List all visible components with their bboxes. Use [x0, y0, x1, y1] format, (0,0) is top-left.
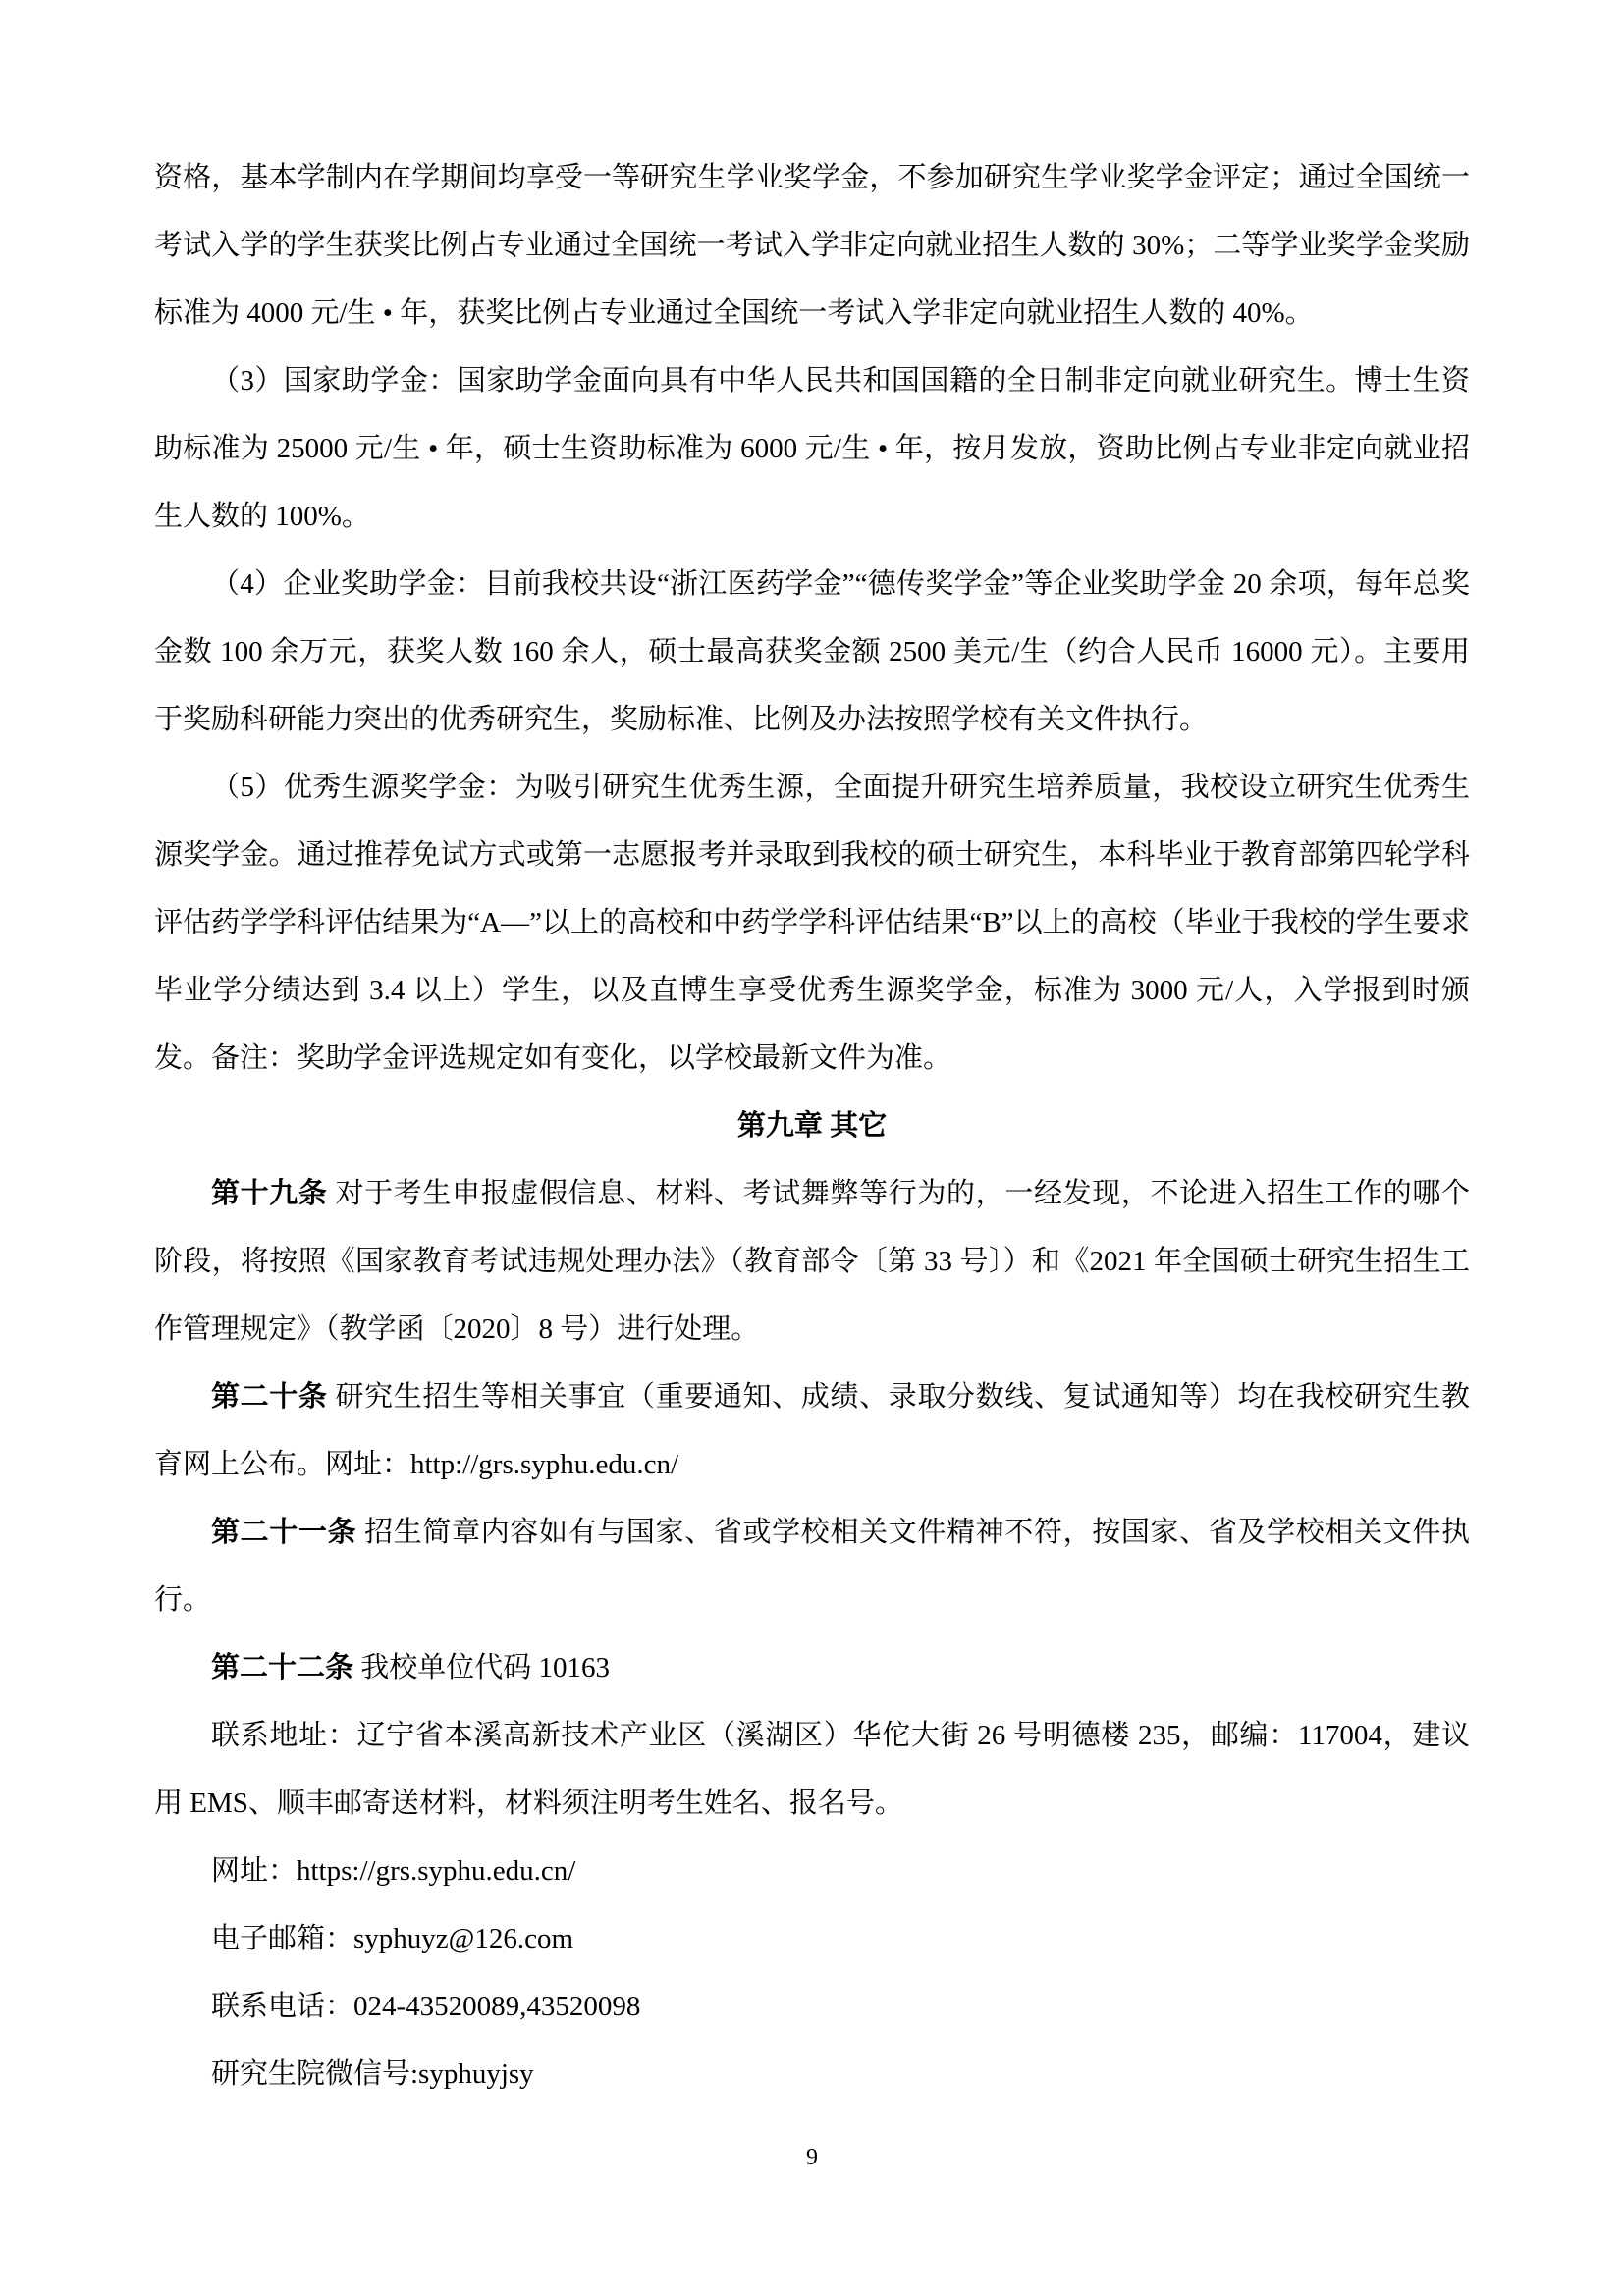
article-20-number: 第二十条	[211, 1381, 328, 1413]
article-22-paragraph	[154, 1634, 1470, 1702]
article-21-number: 第二十一条	[211, 1517, 357, 1548]
wechat-line: 研究生院微信号:syphuyjsy	[211, 2058, 534, 2090]
website-line: 网址：https://grs.syphu.edu.cn/	[211, 1855, 576, 1887]
chapter-heading: 第九章 其它	[736, 1110, 888, 1142]
document-body	[154, 144, 1470, 2109]
article-21-paragraph	[154, 1499, 1470, 1634]
paragraph-excellent-source-scholarship: （5）优秀生源奖学金：为吸引研究生优秀生源，全面提升研究生培养质量，我校设立研究生优秀生源奖学金。通过推荐免试方式或第一志愿报考并录取到我校的硕士研究生，本科毕业于教育部第四轮学科评估药学学科评估结果为“A—”以上的高校和中药学学科评估结果“B”以上的高校（毕业于我校的学生要求毕业学分绩达到 3.4 以上）学生，以及直博生享受优秀生源奖学金，标准为 3000 元/人，入学报到时颁发。备注：奖助学金评选规定如有变化，以学校最新文件为准。	[154, 772, 1470, 1074]
phone-line: 联系电话：024-43520089,43520098	[211, 1991, 641, 2022]
article-19-paragraph	[154, 1160, 1470, 1363]
article-20-text: 研究生招生等相关事宜（重要通知、成绩、录取分数线、复试通知等）均在我校研究生教育网上公布。网址：http://grs.syphu.edu.cn/	[154, 1381, 1470, 1480]
contact-address-line: 联系地址：辽宁省本溪高新技术产业区（溪湖区）华佗大街 26 号明德楼 235，邮编：117004，建议用 EMS、顺丰邮寄送材料，材料须注明考生姓名、报名号。	[154, 1720, 1470, 1819]
article-22-number: 第二十二条	[211, 1652, 354, 1683]
paragraph-national-grant: （3）国家助学金：国家助学金面向具有中华人民共和国国籍的全日制非定向就业研究生。博士生资助标准为 25000 元/生 • 年，硕士生资助标准为 6000 元/生 • 年，按月发放，资助比例占专业非定向就业招生人数的 100%。	[154, 365, 1470, 532]
paragraph-enterprise-scholarship: （4）企业奖助学金：目前我校共设“浙江医药学金”“德传奖学金”等企业奖助学金 20 余项，每年总奖金数 100 余万元，获奖人数 160 余人，硕士最高获奖金额 2500 美元/生（约合人民币 16000 元）。主要用于奖励科研能力突出的优秀研究生，奖励标准、比例及办法按照学校有关文件执行。	[154, 568, 1470, 735]
article-19-text: 对于考生申报虚假信息、材料、考试舞弊等行为的，一经发现，不论进入招生工作的哪个阶段，将按照《国家教育考试违规处理办法》（教育部令〔第 33 号〕）和《2021 年全国硕士研究生招生工作管理规定》（教学函〔2020〕8 号）进行处理。	[154, 1178, 1470, 1345]
paragraph-continuation: 资格，基本学制内在学期间均享受一等研究生学业奖学金，不参加研究生学业奖学金评定；通过全国统一考试入学的学生获奖比例占专业通过全国统一考试入学非定向就业招生人数的 30%；二等学业奖学金奖励标准为 4000 元/生 • 年，获奖比例占专业通过全国统一考试入学非定向就业招生人数的 40%。	[154, 162, 1470, 329]
article-20-paragraph	[154, 1363, 1470, 1499]
article-21-text: 招生简章内容如有与国家、省或学校相关文件精神不符，按国家、省及学校相关文件执行。	[154, 1517, 1470, 1616]
email-line: 电子邮箱：syphuyz@126.com	[211, 1923, 574, 1954]
article-22-text: 我校单位代码 10163	[353, 1652, 611, 1683]
article-19-number: 第十九条	[211, 1178, 328, 1209]
page-number: 9	[806, 2145, 818, 2170]
